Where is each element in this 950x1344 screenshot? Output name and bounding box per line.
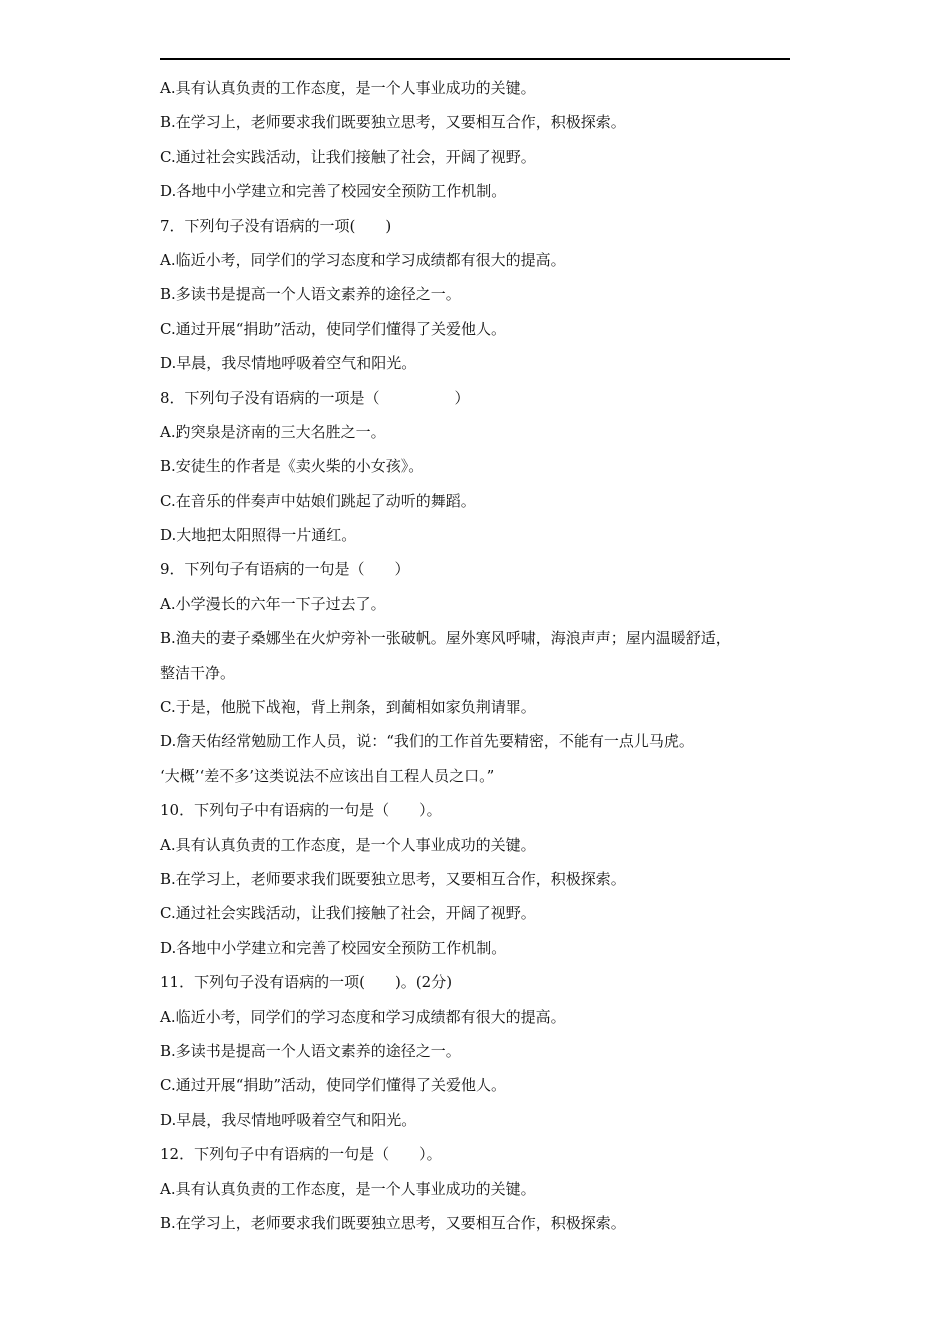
text-line: B.安徒生的作者是《卖火柴的小女孩》。 <box>160 457 424 476</box>
text-line: A.趵突泉是济南的三大名胜之一。 <box>160 422 386 441</box>
text-line: B.多读书是提高一个人语文素养的途径之一。 <box>160 285 461 304</box>
text-line: A.临近小考，同学们的学习态度和学习成绩都有很大的提高。 <box>160 1007 566 1026</box>
text-line: B.渔夫的妻子桑娜坐在火炉旁补一张破帆。屋外寒风呼啸，海浪声声；屋内温暖舒适， <box>160 629 731 648</box>
question-9-stem: 9．下列句子有语病的一句是（ ） <box>160 560 410 579</box>
text-line: A.具有认真负责的工作态度，是一个人事业成功的关键。 <box>160 79 536 97</box>
question-12-stem: 12．下列句子中有语病的一句是（ ）。 <box>160 1145 442 1164</box>
text-line: A.临近小考，同学们的学习态度和学习成绩都有很大的提高。 <box>160 250 566 269</box>
text-line: D.早晨，我尽情地呼吸着空气和阳光。 <box>160 1110 417 1129</box>
text-line: D.各地中小学建立和完善了校园安全预防工作机制。 <box>160 182 507 201</box>
text-line: B.在学习上，老师要求我们既要独立思考，又要相互合作，积极探索。 <box>160 113 626 132</box>
question-10-stem: 10．下列句子中有语病的一句是（ ）。 <box>160 801 442 820</box>
text-line: B.多读书是提高一个人语文素养的途径之一。 <box>160 1041 461 1060</box>
text-line: C.通过社会实践活动，让我们接触了社会，开阔了视野。 <box>160 904 536 923</box>
text-line: D.詹天佑经常勉励工作人员，说：“我们的工作首先要精密，不能有一点儿马虎。 <box>160 732 694 751</box>
text-line: A.具有认真负责的工作态度，是一个人事业成功的关键。 <box>160 1179 536 1198</box>
text-line: C.通过社会实践活动，让我们接触了社会，开阔了视野。 <box>160 147 536 166</box>
text-line: C.于是，他脱下战袍，背上荆条，到蔺相如家负荆请罪。 <box>160 698 536 717</box>
text-line: A.小学漫长的六年一下子过去了。 <box>160 594 386 613</box>
question-7-stem: 7．下列句子没有语病的一项( ) <box>160 216 392 235</box>
text-line: 整洁干净。 <box>160 663 236 682</box>
text-line: ‘大概’‘差不多’这类说法不应该出自工程人员之口。” <box>160 766 495 785</box>
question-8-stem: 8．下列句子没有语病的一项是（ ） <box>160 388 470 407</box>
text-line: D.各地中小学建立和完善了校园安全预防工作机制。 <box>160 938 507 957</box>
text-line: C.通过开展“捐助”活动，使同学们懂得了关爱他人。 <box>160 319 507 338</box>
text-line: C.在音乐的伴奏声中姑娘们跳起了动听的舞蹈。 <box>160 491 476 510</box>
text-line: B.在学习上，老师要求我们既要独立思考，又要相互合作，积极探索。 <box>160 1213 626 1232</box>
text-line: C.通过开展“捐助”活动，使同学们懂得了关爱他人。 <box>160 1076 507 1095</box>
text-line: A.具有认真负责的工作态度，是一个人事业成功的关键。 <box>160 835 536 854</box>
text-line: D.早晨，我尽情地呼吸着空气和阳光。 <box>160 354 417 373</box>
document-body <box>160 71 800 1240</box>
text-line: B.在学习上，老师要求我们既要独立思考，又要相互合作，积极探索。 <box>160 869 626 888</box>
text-line: D.大地把太阳照得一片通红。 <box>160 526 357 545</box>
question-11-stem: 11．下列句子没有语病的一项( )。(2分) <box>160 973 453 992</box>
header-rule <box>160 58 790 60</box>
